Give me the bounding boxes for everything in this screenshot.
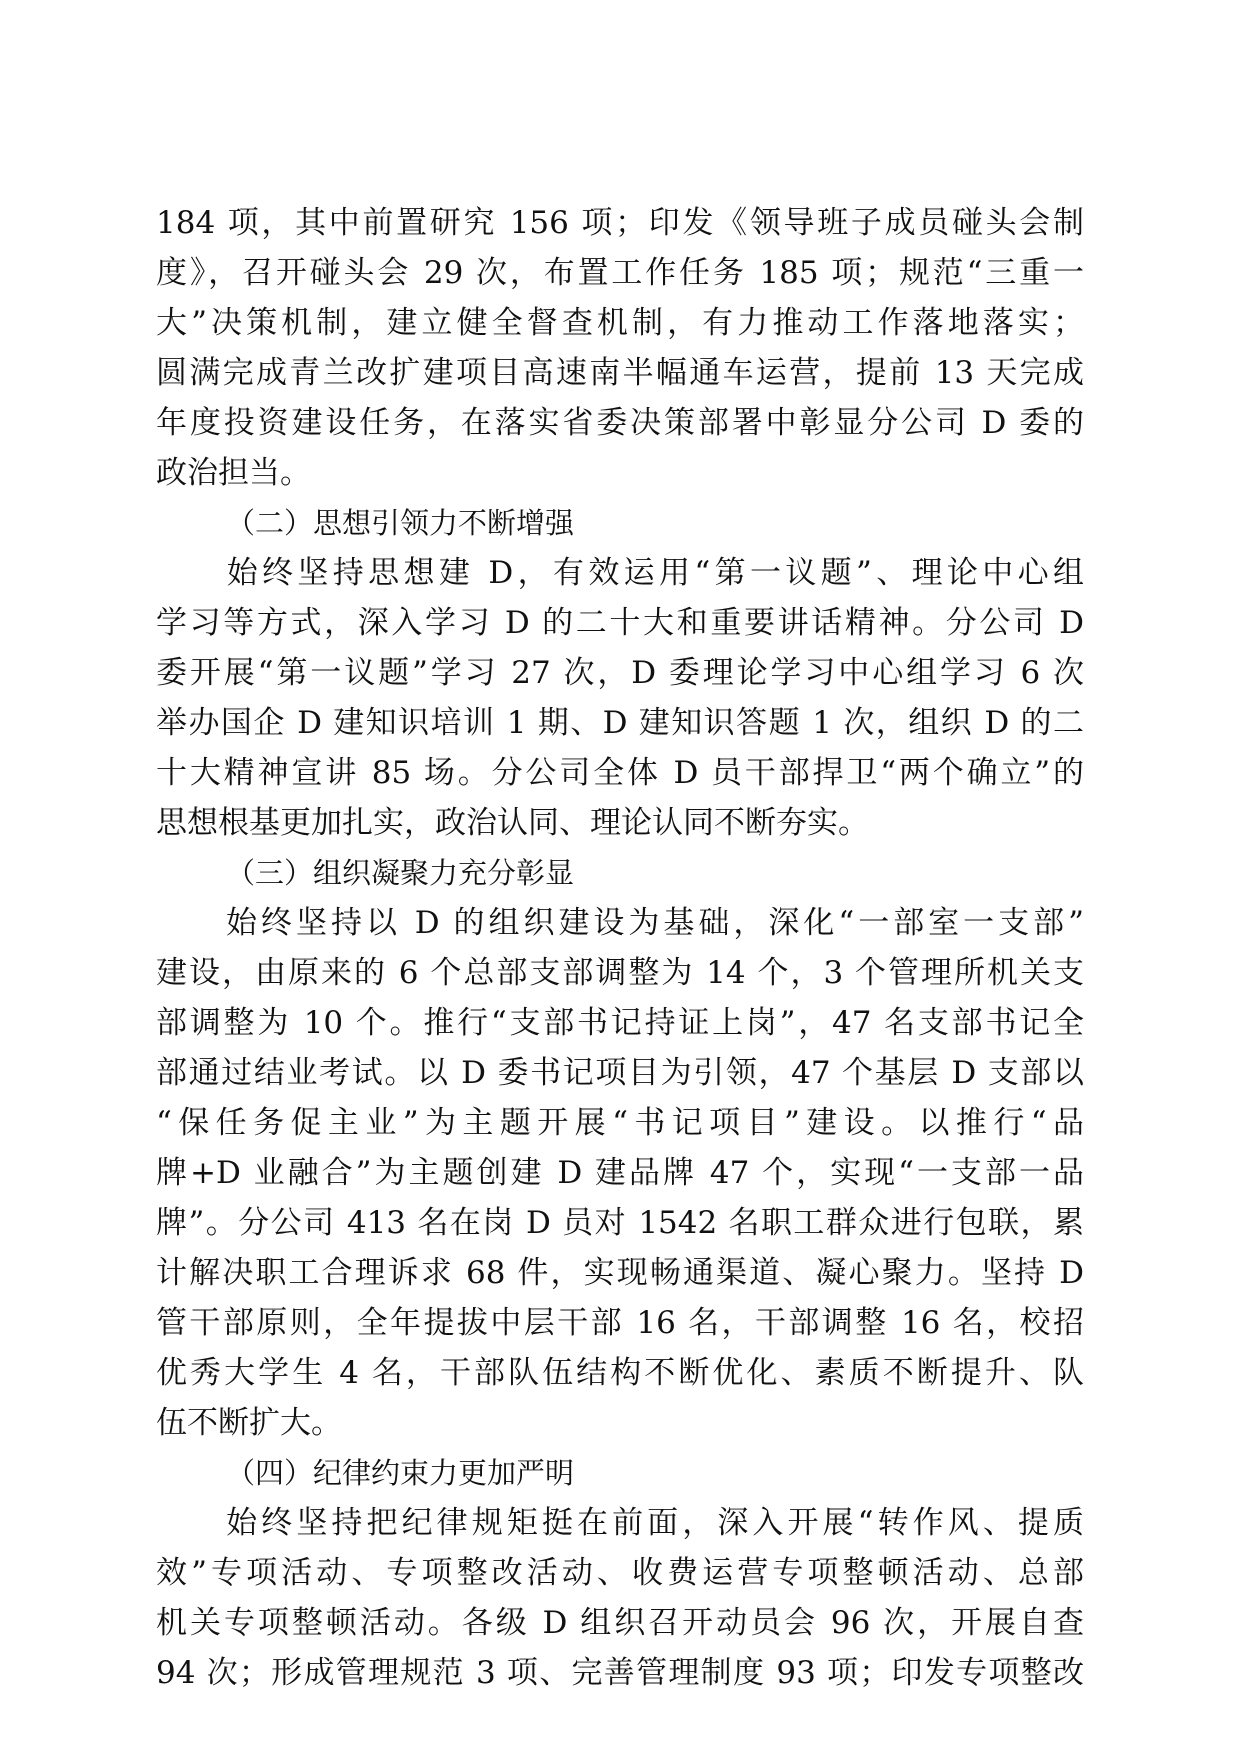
section-heading: （四）纪律约束力更加严明: [226, 1456, 575, 1490]
paragraph-line: 184 项，其中前置研究 156 项；印发《领导班子成员碰头会制: [156, 205, 1084, 241]
paragraph-line: 始终坚持把纪律规矩挺在前面，深入开展“转作风、提质: [156, 1505, 1084, 1541]
paragraph-line: 建设，由原来的 6 个总部支部调整为 14 个，3 个管理所机关支: [156, 955, 1084, 991]
paragraph-line: 94 次；形成管理规范 3 项、完善管理制度 93 项；印发专项整改: [156, 1655, 1084, 1691]
paragraph-line: 伍不断扩大。: [156, 1405, 342, 1441]
paragraph-line: 年度投资建设任务，在落实省委决策部署中彰显分公司 D 委的: [156, 405, 1084, 441]
paragraph-line: 部调整为 10 个。推行“支部书记持证上岗”，47 名支部书记全: [156, 1005, 1084, 1041]
paragraph-line: 大”决策机制，建立健全督查机制，有力推动工作落地落实；: [156, 305, 1084, 341]
paragraph-line: 举办国企 D 建知识培训 1 期、D 建知识答题 1 次，组织 D 的二: [156, 705, 1084, 741]
paragraph-line: 始终坚持思想建 D，有效运用“第一议题”、理论中心组: [156, 555, 1084, 591]
paragraph-line: 政治担当。: [156, 455, 311, 491]
paragraph-line: 机关专项整顿活动。各级 D 组织召开动员会 96 次，开展自查: [156, 1605, 1084, 1641]
paragraph-line: 计解决职工合理诉求 68 件，实现畅通渠道、凝心聚力。坚持 D: [156, 1255, 1084, 1291]
paragraph-line: 始终坚持以 D 的组织建设为基础，深化“一部室一支部”: [156, 905, 1084, 941]
paragraph-line: 牌”。分公司 413 名在岗 D 员对 1542 名职工群众进行包联，累: [156, 1205, 1084, 1241]
paragraph-line: “保任务促主业”为主题开展“书记项目”建设。以推行“品: [156, 1105, 1084, 1141]
section-heading: （三）组织凝聚力充分彰显: [226, 856, 575, 890]
paragraph-line: 十大精神宣讲 85 场。分公司全体 D 员干部捍卫“两个确立”的: [156, 755, 1084, 791]
document-body: [156, 198, 1084, 1698]
paragraph-line: 委开展“第一议题”学习 27 次，D 委理论学习中心组学习 6 次: [156, 655, 1084, 691]
paragraph-line: 优秀大学生 4 名，干部队伍结构不断优化、素质不断提升、队: [156, 1355, 1084, 1391]
paragraph-line: 学习等方式，深入学习 D 的二十大和重要讲话精神。分公司 D: [156, 605, 1084, 641]
section-heading: （二）思想引领力不断增强: [226, 506, 575, 540]
paragraph-line: 效”专项活动、专项整改活动、收费运营专项整顿活动、总部: [156, 1555, 1084, 1591]
paragraph-line: 牌+D 业融合”为主题创建 D 建品牌 47 个，实现“一支部一品: [156, 1155, 1084, 1191]
paragraph-line: 部通过结业考试。以 D 委书记项目为引领，47 个基层 D 支部以: [156, 1055, 1084, 1091]
paragraph-line: 度》，召开碰头会 29 次，布置工作任务 185 项；规范“三重一: [156, 255, 1084, 291]
paragraph-line: 圆满完成青兰改扩建项目高速南半幅通车运营，提前 13 天完成: [156, 355, 1084, 391]
document-page: [156, 198, 1084, 1698]
paragraph-line: 管干部原则，全年提拔中层干部 16 名，干部调整 16 名，校招: [156, 1305, 1084, 1341]
paragraph-line: 思想根基更加扎实，政治认同、理论认同不断夯实。: [156, 805, 869, 841]
